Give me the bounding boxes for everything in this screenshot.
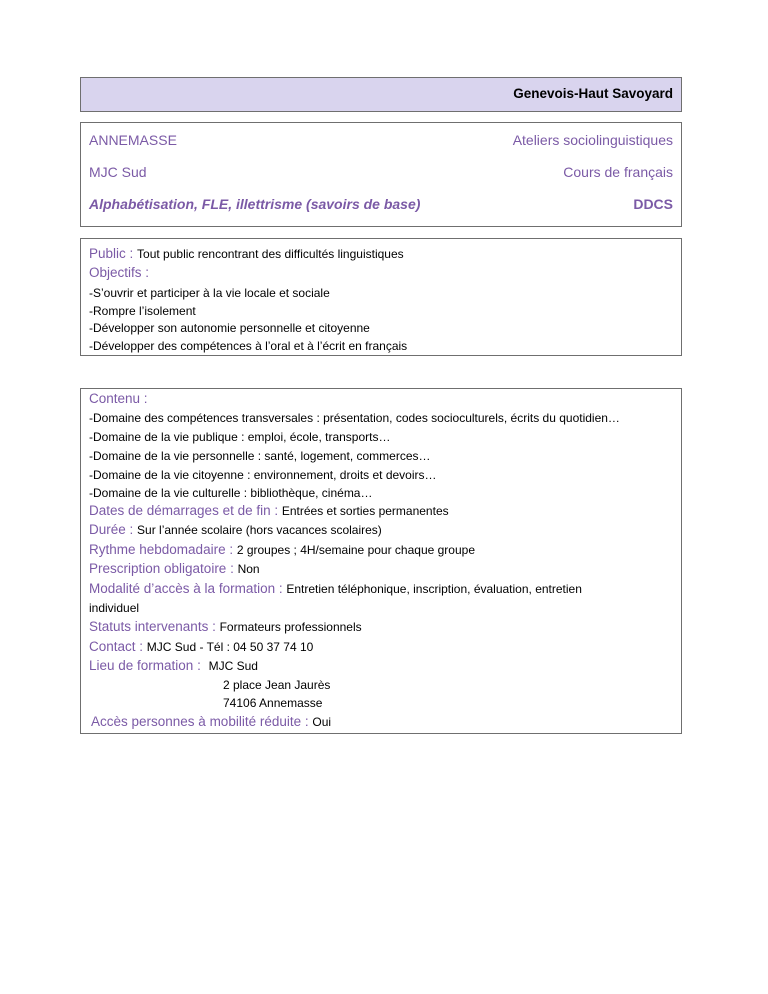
public-label: Public : — [89, 246, 138, 261]
public-value: Tout public rencontrant des difficultés linguistiques — [137, 247, 404, 261]
statuts-value: Formateurs professionnels — [219, 620, 362, 634]
acces-label: Accès personnes à mobilité réduite : — [91, 714, 313, 729]
objectif-item: -Développer des compétences à l’oral et à l’écrit en français — [89, 339, 408, 353]
course-type: Cours de français — [563, 164, 673, 180]
dates-value: Entrées et sorties permanentes — [281, 504, 449, 518]
objectif-item: -Rompre l’isolement — [89, 304, 196, 318]
contenu-item: -Domaine des compétences transversales : présentation, codes socioculturels, écrits du quotidien… — [89, 411, 620, 425]
contenu-label: Contenu : — [89, 391, 148, 406]
contenu-item: -Domaine de la vie publique : emploi, école, transports… — [89, 430, 391, 444]
public-box — [80, 238, 682, 356]
lieu-line2: 2 place Jean Jaurès — [223, 678, 331, 692]
lieu-label: Lieu de formation : — [89, 658, 205, 673]
prescription-line — [89, 561, 260, 576]
public-line — [89, 246, 404, 261]
lieu-line3: 74106 Annemasse — [223, 696, 323, 710]
statuts-line — [89, 619, 362, 634]
contact-line — [89, 639, 313, 654]
modalite-value-cont: individuel — [89, 601, 140, 615]
region-header — [80, 77, 682, 112]
contact-label: Contact : — [89, 639, 147, 654]
dates-line — [89, 503, 449, 518]
statuts-label: Statuts intervenants : — [89, 619, 220, 634]
contenu-item: -Domaine de la vie culturelle : bibliothèque, cinéma… — [89, 486, 373, 500]
training-domain: Alphabétisation, FLE, illettrisme (savoirs de base) — [89, 196, 421, 212]
contenu-item: -Domaine de la vie citoyenne : environnement, droits et devoirs… — [89, 468, 437, 482]
region-name: Genevois-Haut Savoyard — [513, 86, 673, 101]
duree-line — [89, 522, 382, 537]
organization: MJC Sud — [89, 164, 147, 180]
lieu-line — [89, 658, 258, 673]
lieu-line1: MJC Sud — [208, 659, 258, 673]
duree-value: Sur l’année scolaire (hors vacances scolaires) — [137, 523, 382, 537]
objectifs-label: Objectifs : — [89, 265, 150, 280]
city: ANNEMASSE — [89, 132, 177, 148]
modalite-label: Modalité d’accès à la formation : — [89, 581, 287, 596]
rythme-value: 2 groupes ; 4H/semaine pour chaque groupe — [236, 543, 475, 557]
funder: DDCS — [633, 196, 673, 212]
info-box — [80, 122, 682, 227]
objectif-item: -Développer son autonomie personnelle et citoyenne — [89, 321, 370, 335]
training-type: Ateliers sociolinguistiques — [512, 132, 673, 148]
acces-value: Oui — [312, 715, 332, 729]
acces-line — [91, 714, 331, 729]
modalite-line — [89, 581, 582, 596]
prescription-label: Prescription obligatoire : — [89, 561, 238, 576]
modalite-value: Entretien téléphonique, inscription, évaluation, entretien — [286, 582, 582, 596]
contenu-item: -Domaine de la vie personnelle : santé, logement, commerces… — [89, 449, 431, 463]
objectif-item: -S’ouvrir et participer à la vie locale et sociale — [89, 286, 330, 300]
prescription-value: Non — [237, 562, 260, 576]
rythme-line — [89, 542, 475, 557]
dates-label: Dates de démarrages et de fin : — [89, 503, 282, 518]
rythme-label: Rythme hebdomadaire : — [89, 542, 237, 557]
duree-label: Durée : — [89, 522, 138, 537]
contenu-box — [80, 388, 682, 734]
contact-value: MJC Sud - Tél : 04 50 37 74 10 — [146, 640, 314, 654]
